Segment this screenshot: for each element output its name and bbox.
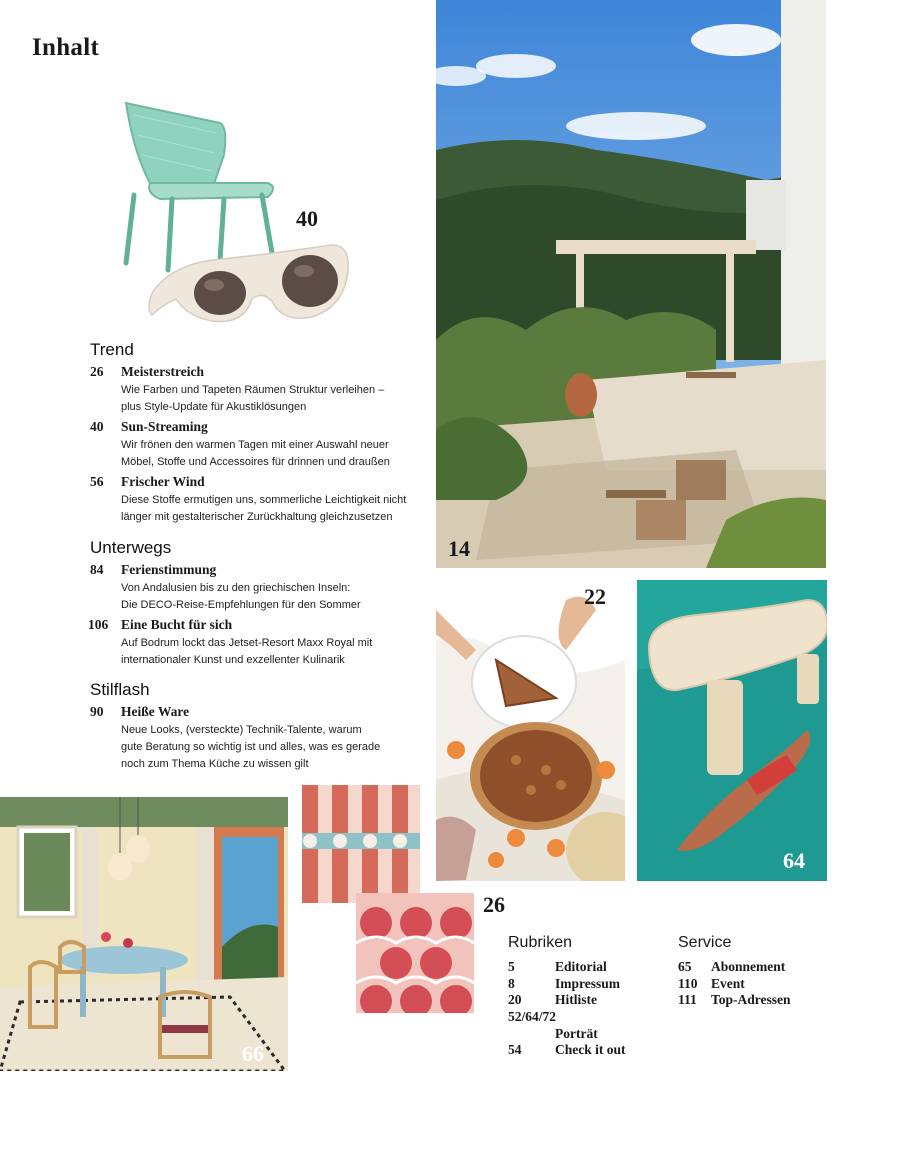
- page-number-22: 22: [584, 584, 606, 609]
- service-item[interactable]: Top-Adressen: [711, 992, 791, 1007]
- service-heading: Service: [678, 934, 732, 951]
- page-number-26: 26: [483, 892, 505, 917]
- photo-dining-room[interactable]: [0, 797, 288, 1071]
- page-number-64: 64: [783, 848, 805, 873]
- entry-description: Neue Looks, (versteckte) Technik-Talente, warum gute Beratung so wichtig ist und alles, was es gerade noch zum Thema Küche zu wissen gilt: [121, 724, 381, 770]
- tile-sample-circles[interactable]: [356, 893, 474, 1013]
- rubriken-page: 5: [508, 959, 515, 974]
- photo-bench[interactable]: [637, 580, 827, 881]
- rubriken-page: 54: [508, 1042, 522, 1057]
- stilflash-entries: [0, 704, 430, 784]
- rubriken-item[interactable]: Check it out: [555, 1042, 626, 1057]
- entry-page: 84: [90, 562, 104, 577]
- rubriken-item[interactable]: Porträt: [555, 1026, 598, 1041]
- entry-page: 56: [90, 474, 104, 489]
- section-label-stilflash: Stilflash: [90, 680, 150, 699]
- section-label-trend: Trend: [90, 340, 134, 359]
- service-item[interactable]: Abonnement: [711, 959, 786, 974]
- entry-title[interactable]: Eine Bucht für sich: [121, 617, 233, 632]
- entry-page: 40: [90, 419, 104, 434]
- entry-title[interactable]: Heiße Ware: [121, 704, 190, 719]
- entry-description: Diese Stoffe ermutigen uns, sommerliche Leichtigkeit nicht länger mit gestalterischer Zurückhaltung gleichzusetzen: [121, 494, 407, 523]
- entry-page: 26: [90, 364, 104, 379]
- rubriken-page: 52/64/72: [508, 1009, 557, 1024]
- page-title: Inhalt: [32, 34, 100, 61]
- entry-title[interactable]: Ferienstimmung: [121, 562, 217, 577]
- photo-tart[interactable]: [436, 580, 625, 881]
- rubriken-list: [508, 959, 678, 1064]
- entry-description: Wir frönen den warmen Tagen mit einer Auswahl neuer Möbel, Stoffe und Accessoires für drinnen und draußen: [121, 439, 390, 468]
- service-page: 111: [678, 992, 697, 1007]
- entry-description: Wie Farben und Tapeten Räumen Struktur verleihen – plus Style-Update für Akustiklösungen: [121, 384, 385, 413]
- rubriken-page: 20: [508, 992, 522, 1007]
- photo-terrace[interactable]: [436, 0, 826, 568]
- service-page: 65: [678, 959, 692, 974]
- unterwegs-entries: [0, 562, 430, 672]
- tile-sample-stripes[interactable]: [302, 785, 420, 903]
- service-page: 110: [678, 976, 698, 991]
- rubriken-item[interactable]: Editorial: [555, 959, 607, 974]
- rubriken-page: 8: [508, 976, 515, 991]
- service-list: [678, 959, 858, 1014]
- entry-page: 90: [90, 704, 104, 719]
- page-number-14: 14: [448, 536, 470, 561]
- trend-entries: [0, 364, 430, 534]
- entry-title[interactable]: Sun-Streaming: [121, 419, 208, 434]
- service-item[interactable]: Event: [711, 976, 745, 991]
- section-label-unterwegs: Unterwegs: [90, 538, 172, 557]
- rubriken-heading: Rubriken: [508, 934, 573, 951]
- rubriken-item[interactable]: Impressum: [555, 976, 621, 991]
- page-number-66: 66: [242, 1041, 264, 1066]
- entry-title[interactable]: Frischer Wind: [121, 474, 205, 489]
- page-number-40: 40: [296, 206, 318, 231]
- entry-page: 106: [88, 617, 109, 632]
- entry-title[interactable]: Meisterstreich: [121, 364, 204, 379]
- chair-sunglasses-illustration: [112, 95, 362, 335]
- rubriken-item[interactable]: Hitliste: [555, 992, 597, 1007]
- entry-description: Von Andalusien bis zu den griechischen Inseln: Die DECO-Reise-Empfehlungen für den Sommer: [121, 582, 361, 611]
- entry-description: Auf Bodrum lockt das Jetset-Resort Maxx Royal mit internationaler Kunst und exzellenter Kulinarik: [121, 637, 373, 666]
